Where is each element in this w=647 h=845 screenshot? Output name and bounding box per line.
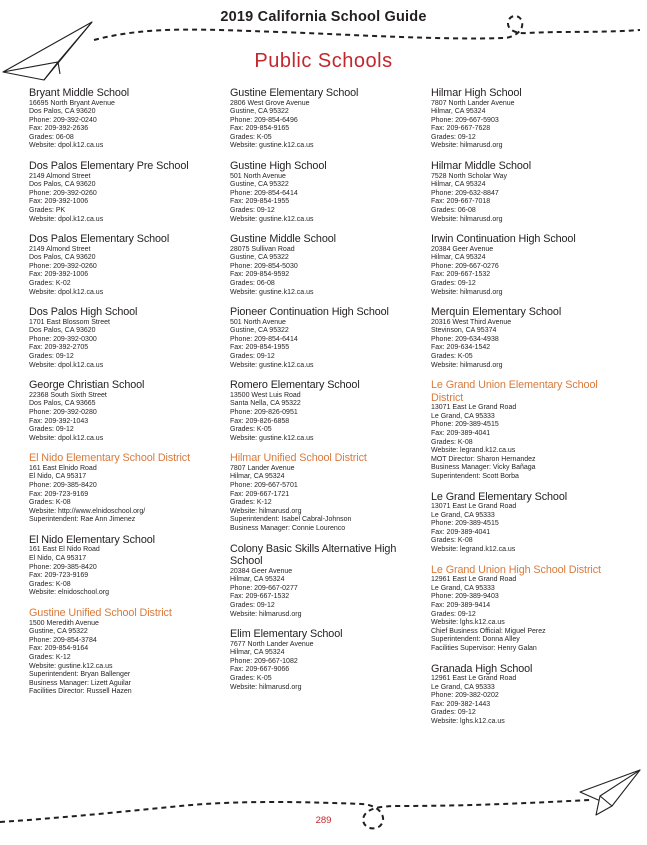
grades-line: Grades: K-08 bbox=[431, 537, 473, 545]
website-line: Website: hilmarusd.org bbox=[230, 507, 302, 515]
page-header-title: 2019 California School Guide bbox=[220, 9, 427, 25]
school-entry bbox=[29, 534, 224, 598]
city-state-zip: El Nido, CA 95317 bbox=[29, 555, 87, 563]
city-state-zip: Gustine, CA 95322 bbox=[230, 254, 289, 262]
district-name: Le Grand Union High School District bbox=[431, 563, 601, 576]
school-name: Le Grand Elementary School bbox=[431, 490, 568, 503]
contact-line: Business Manager: Lizett Aguilar bbox=[29, 679, 131, 687]
school-entry bbox=[29, 379, 224, 443]
school-entry bbox=[431, 233, 626, 297]
directory-column-2 bbox=[230, 87, 425, 701]
contact-line: Chief Business Official: Miguel Perez bbox=[431, 627, 546, 635]
school-name: George Christian School bbox=[29, 379, 145, 392]
street-address: 20384 Geer Avenue bbox=[431, 245, 494, 253]
grades-line: Grades: K-05 bbox=[230, 133, 272, 141]
grades-line: Grades: K-12 bbox=[230, 499, 272, 507]
city-state-zip: Gustine, CA 95322 bbox=[230, 327, 289, 335]
school-name: Dos Palos High School bbox=[29, 306, 138, 319]
directory-column-3 bbox=[431, 87, 626, 736]
phone-line: Phone: 209-392-0260 bbox=[29, 189, 97, 197]
school-name: Hilmar Middle School bbox=[431, 160, 532, 173]
city-state-zip: Hilmar, CA 95324 bbox=[230, 649, 285, 657]
phone-line: Phone: 209-389-4515 bbox=[431, 520, 499, 528]
school-entry bbox=[230, 543, 425, 620]
grades-line: Grades: 09-12 bbox=[230, 206, 275, 214]
city-state-zip: Le Grand, CA 95333 bbox=[431, 584, 495, 592]
fax-line: Fax: 209-667-9066 bbox=[230, 666, 290, 674]
phone-line: Phone: 209-392-0240 bbox=[29, 116, 97, 124]
city-state-zip: Dos Palos, CA 93620 bbox=[29, 254, 96, 262]
website-line: Website: dpol.k12.ca.us bbox=[29, 434, 104, 442]
phone-line: Phone: 209-854-3784 bbox=[29, 636, 97, 644]
fax-line: Fax: 209-392-2705 bbox=[29, 344, 89, 352]
phone-line: Phone: 209-389-4515 bbox=[431, 421, 499, 429]
page-number: 289 bbox=[315, 815, 332, 826]
city-state-zip: Hilmar, CA 95324 bbox=[230, 473, 285, 481]
fax-line: Fax: 209-667-1532 bbox=[230, 593, 290, 601]
fax-line: Fax: 209-634-1542 bbox=[431, 344, 491, 352]
contact-line: Business Manager: Vicky Bañaga bbox=[431, 464, 536, 472]
phone-line: Phone: 209-667-0276 bbox=[431, 262, 499, 270]
district-entry bbox=[230, 452, 425, 533]
school-entry bbox=[230, 160, 425, 224]
city-state-zip: Hilmar, CA 95324 bbox=[431, 181, 486, 189]
fax-line: Fax: 209-854-9592 bbox=[230, 271, 290, 279]
contact-line: Business Manager: Connie Lourenco bbox=[230, 524, 346, 532]
grades-line: Grades: K-05 bbox=[431, 353, 473, 361]
school-name: Romero Elementary School bbox=[230, 379, 360, 392]
contact-line: Superintendent: Isabel Cabral-Johnson bbox=[230, 516, 352, 524]
street-address: 501 North Avenue bbox=[230, 172, 286, 180]
website-line: Website: hilmarusd.org bbox=[431, 288, 503, 296]
contact-line: Facilities Supervisor: Henry Galan bbox=[431, 644, 537, 652]
contact-line: MOT Director: Sharon Hernandez bbox=[431, 455, 536, 463]
contact-line: Superintendent: Scott Borba bbox=[431, 473, 519, 480]
website-line: Website: hilmarusd.org bbox=[230, 610, 302, 618]
grades-line: Grades: K-08 bbox=[431, 438, 473, 446]
city-state-zip: Hilmar, CA 95324 bbox=[230, 576, 285, 584]
city-state-zip: Le Grand, CA 95333 bbox=[431, 412, 495, 420]
school-name: Bryant Middle School bbox=[29, 87, 130, 99]
website-line: Website: lghs.k12.ca.us bbox=[431, 717, 505, 725]
grades-line: Grades: K-08 bbox=[29, 499, 71, 507]
website-line: Website: gustine.k12.ca.us bbox=[230, 361, 314, 369]
phone-line: Phone: 209-634-4938 bbox=[431, 335, 499, 343]
contact-line: Facilities Director: Russell Hazen bbox=[29, 688, 132, 696]
district-entry bbox=[431, 379, 626, 481]
website-line: Website: dpol.k12.ca.us bbox=[29, 142, 104, 150]
school-name: Dos Palos Elementary Pre School bbox=[29, 160, 189, 173]
city-state-zip: Hilmar, CA 95324 bbox=[431, 254, 486, 262]
street-address: 7807 North Lander Avenue bbox=[431, 99, 515, 107]
street-address: 1701 East Blossom Street bbox=[29, 318, 110, 326]
fax-line: Fax: 209-826-6858 bbox=[230, 417, 290, 425]
street-address: 161 East El Nido Road bbox=[29, 546, 100, 554]
website-line: Website: gustine.k12.ca.us bbox=[29, 662, 113, 670]
contact-line: Superintendent: Rae Ann Jimenez bbox=[29, 516, 136, 524]
website-line: Website: dpol.k12.ca.us bbox=[29, 288, 104, 296]
website-line: Website: gustine.k12.ca.us bbox=[230, 215, 314, 223]
grades-line: Grades: 06-08 bbox=[29, 133, 74, 141]
school-entry bbox=[230, 87, 425, 151]
school-name: Pioneer Continuation High School bbox=[230, 306, 389, 319]
website-line: Website: hilmarusd.org bbox=[230, 683, 302, 691]
school-name: Merquin Elementary School bbox=[431, 306, 562, 319]
fax-line: Fax: 209-392-1006 bbox=[29, 271, 89, 279]
street-address: 1500 Meredith Avenue bbox=[29, 619, 99, 627]
phone-line: Phone: 209-667-1082 bbox=[230, 657, 298, 665]
street-address: 7677 North Lander Avenue bbox=[230, 640, 314, 648]
school-name: Gustine Elementary School bbox=[230, 87, 359, 99]
school-name: Colony Basic Skills Alternative High School bbox=[230, 542, 397, 568]
city-state-zip: Dos Palos, CA 93620 bbox=[29, 181, 96, 189]
phone-line: Phone: 209-854-5030 bbox=[230, 262, 298, 270]
website-line: Website: elnidoschool.org bbox=[29, 589, 110, 597]
website-line: Website: dpol.k12.ca.us bbox=[29, 361, 104, 369]
school-name: Hilmar High School bbox=[431, 87, 522, 99]
city-state-zip: Gustine, CA 95322 bbox=[230, 108, 289, 116]
district-entry bbox=[29, 607, 224, 697]
website-line: Website: gustine.k12.ca.us bbox=[230, 288, 314, 296]
school-entry bbox=[230, 628, 425, 692]
phone-line: Phone: 209-392-0280 bbox=[29, 408, 97, 416]
city-state-zip: Le Grand, CA 95333 bbox=[431, 683, 495, 691]
school-entry bbox=[431, 663, 626, 727]
phone-line: Phone: 209-389-9403 bbox=[431, 593, 499, 601]
grades-line: Grades: 06-08 bbox=[431, 206, 476, 214]
website-line: Website: gustine.k12.ca.us bbox=[230, 434, 314, 442]
phone-line: Phone: 209-854-6414 bbox=[230, 189, 298, 197]
fax-line: Fax: 209-854-1955 bbox=[230, 344, 290, 352]
school-entry bbox=[230, 233, 425, 297]
directory-column-1 bbox=[29, 87, 224, 706]
fax-line: Fax: 209-854-9164 bbox=[29, 645, 89, 653]
street-address: 20316 West Third Avenue bbox=[431, 318, 512, 326]
grades-line: Grades: K-12 bbox=[29, 653, 71, 661]
street-address: 2806 West Grove Avenue bbox=[230, 99, 310, 107]
grades-line: Grades: K-08 bbox=[29, 580, 71, 588]
city-state-zip: Dos Palos, CA 93665 bbox=[29, 400, 96, 408]
city-state-zip: Dos Palos, CA 93620 bbox=[29, 108, 96, 116]
website-line: Website: hilmarusd.org bbox=[431, 142, 503, 150]
website-line: Website: legrand.k12.ca.us bbox=[431, 546, 516, 554]
grades-line: Grades: 06-08 bbox=[230, 280, 275, 287]
school-entry bbox=[29, 87, 224, 151]
grades-line: Grades: 09-12 bbox=[230, 601, 275, 609]
grades-line: Grades: 09-12 bbox=[230, 353, 275, 361]
street-address: 13500 West Luis Road bbox=[230, 391, 301, 399]
street-address: 12961 East Le Grand Road bbox=[431, 576, 517, 584]
school-entry bbox=[29, 233, 224, 297]
fax-line: Fax: 209-723-9169 bbox=[29, 490, 89, 498]
city-state-zip: Gustine, CA 95322 bbox=[230, 181, 289, 189]
street-address: 22368 South Sixth Street bbox=[29, 391, 107, 399]
city-state-zip: El Nido, CA 95317 bbox=[29, 473, 87, 481]
grades-line: Grades: 09-12 bbox=[29, 426, 74, 434]
school-name: Granada High School bbox=[431, 662, 533, 675]
grades-line: Grades: 09-12 bbox=[431, 610, 476, 618]
phone-line: Phone: 209-385-8420 bbox=[29, 482, 97, 489]
school-name: Gustine High School bbox=[230, 160, 327, 173]
city-state-zip: Le Grand, CA 95333 bbox=[431, 511, 495, 519]
school-name: Gustine Middle School bbox=[230, 233, 336, 246]
school-name: Dos Palos Elementary School bbox=[29, 233, 170, 246]
contact-line: Superintendent: Donna Alley bbox=[431, 636, 520, 644]
school-entry bbox=[29, 160, 224, 224]
school-entry bbox=[230, 306, 425, 370]
fax-line: Fax: 209-382-1443 bbox=[431, 700, 491, 708]
grades-line: Grades: K-02 bbox=[29, 280, 71, 287]
district-entry bbox=[29, 452, 224, 525]
school-entry bbox=[431, 306, 626, 370]
grades-line: Grades: PK bbox=[29, 206, 66, 214]
district-entry bbox=[431, 564, 626, 654]
street-address: 2149 Almond Street bbox=[29, 245, 91, 253]
fax-line: Fax: 209-667-7018 bbox=[431, 198, 491, 206]
district-name: Gustine Unified School District bbox=[29, 607, 172, 620]
fax-line: Fax: 209-389-4041 bbox=[431, 430, 491, 438]
section-title: Public Schools bbox=[254, 50, 393, 72]
fax-line: Fax: 209-854-1955 bbox=[230, 198, 290, 206]
street-address: 13071 East Le Grand Road bbox=[431, 404, 517, 412]
school-name: El Nido Elementary School bbox=[29, 533, 155, 546]
fax-line: Fax: 209-854-9165 bbox=[230, 125, 290, 133]
phone-line: Phone: 209-392-0300 bbox=[29, 335, 97, 343]
city-state-zip: Gustine, CA 95322 bbox=[29, 628, 88, 636]
street-address: 13071 East Le Grand Road bbox=[431, 503, 517, 511]
street-address: 2149 Almond Street bbox=[29, 172, 91, 180]
phone-line: Phone: 209-826-0951 bbox=[230, 408, 298, 416]
fax-line: Fax: 209-392-1006 bbox=[29, 198, 89, 206]
street-address: 161 East Elnido Road bbox=[29, 464, 97, 472]
fax-line: Fax: 209-392-2636 bbox=[29, 125, 89, 133]
street-address: 16695 North Bryant Avenue bbox=[29, 99, 115, 107]
school-entry bbox=[29, 306, 224, 370]
phone-line: Phone: 209-667-5903 bbox=[431, 116, 499, 124]
phone-line: Phone: 209-854-6496 bbox=[230, 116, 298, 124]
fax-line: Fax: 209-667-7628 bbox=[431, 125, 491, 133]
street-address: 7528 North Scholar Way bbox=[431, 172, 507, 180]
grades-line: Grades: 09-12 bbox=[431, 709, 476, 717]
website-line: Website: hilmarusd.org bbox=[431, 361, 503, 369]
website-line: Website: legrand.k12.ca.us bbox=[431, 447, 516, 455]
city-state-zip: Stevinson, CA 95374 bbox=[431, 327, 497, 335]
grades-line: Grades: 09-12 bbox=[431, 133, 476, 141]
city-state-zip: Santa Nella, CA 95322 bbox=[230, 400, 301, 408]
phone-line: Phone: 209-382-0202 bbox=[431, 692, 499, 700]
contact-line: Superintendent: Bryan Ballenger bbox=[29, 671, 131, 679]
website-line: Website: hilmarusd.org bbox=[431, 215, 503, 223]
street-address: 20384 Geer Avenue bbox=[230, 567, 293, 575]
district-name: Le Grand Union Elementary School District bbox=[431, 379, 598, 404]
grades-line: Grades: 09-12 bbox=[29, 353, 74, 361]
phone-line: Phone: 209-667-5701 bbox=[230, 482, 298, 489]
phone-line: Phone: 209-632-8847 bbox=[431, 189, 499, 197]
website-line: Website: http://www.elnidoschool.org/ bbox=[29, 507, 146, 515]
school-entry bbox=[431, 87, 626, 151]
school-name: Irwin Continuation High School bbox=[431, 233, 576, 246]
phone-line: Phone: 209-392-0260 bbox=[29, 262, 97, 270]
fax-line: Fax: 209-389-4041 bbox=[431, 528, 491, 536]
district-name: El Nido Elementary School District bbox=[29, 452, 191, 465]
website-line: Website: lghs.k12.ca.us bbox=[431, 619, 505, 627]
paper-plane-icon bbox=[580, 770, 640, 815]
grades-line: Grades: K-05 bbox=[230, 675, 272, 682]
school-entry bbox=[230, 379, 425, 443]
fax-line: Fax: 209-392-1043 bbox=[29, 417, 89, 425]
phone-line: Phone: 209-854-6414 bbox=[230, 335, 298, 343]
phone-line: Phone: 209-667-0277 bbox=[230, 584, 298, 592]
phone-line: Phone: 209-385-8420 bbox=[29, 563, 97, 571]
city-state-zip: Dos Palos, CA 93620 bbox=[29, 327, 96, 335]
fax-line: Fax: 209-723-9169 bbox=[29, 572, 89, 580]
school-entry bbox=[431, 160, 626, 224]
school-entry bbox=[431, 491, 626, 555]
city-state-zip: Hilmar, CA 95324 bbox=[431, 108, 486, 116]
website-line: Website: gustine.k12.ca.us bbox=[230, 142, 314, 150]
school-name: Elim Elementary School bbox=[230, 628, 343, 641]
fax-line: Fax: 209-389-9414 bbox=[431, 601, 491, 609]
street-address: 501 North Avenue bbox=[230, 318, 286, 326]
website-line: Website: dpol.k12.ca.us bbox=[29, 215, 104, 223]
street-address: 28075 Sullivan Road bbox=[230, 245, 295, 253]
street-address: 7807 Lander Avenue bbox=[230, 464, 295, 472]
district-name: Hilmar Unified School District bbox=[230, 452, 367, 465]
fax-line: Fax: 209-667-1721 bbox=[230, 490, 290, 498]
street-address: 12961 East Le Grand Road bbox=[431, 675, 517, 682]
grades-line: Grades: 09-12 bbox=[431, 280, 476, 287]
grades-line: Grades: K-05 bbox=[230, 426, 272, 434]
fax-line: Fax: 209-667-1532 bbox=[431, 271, 491, 279]
